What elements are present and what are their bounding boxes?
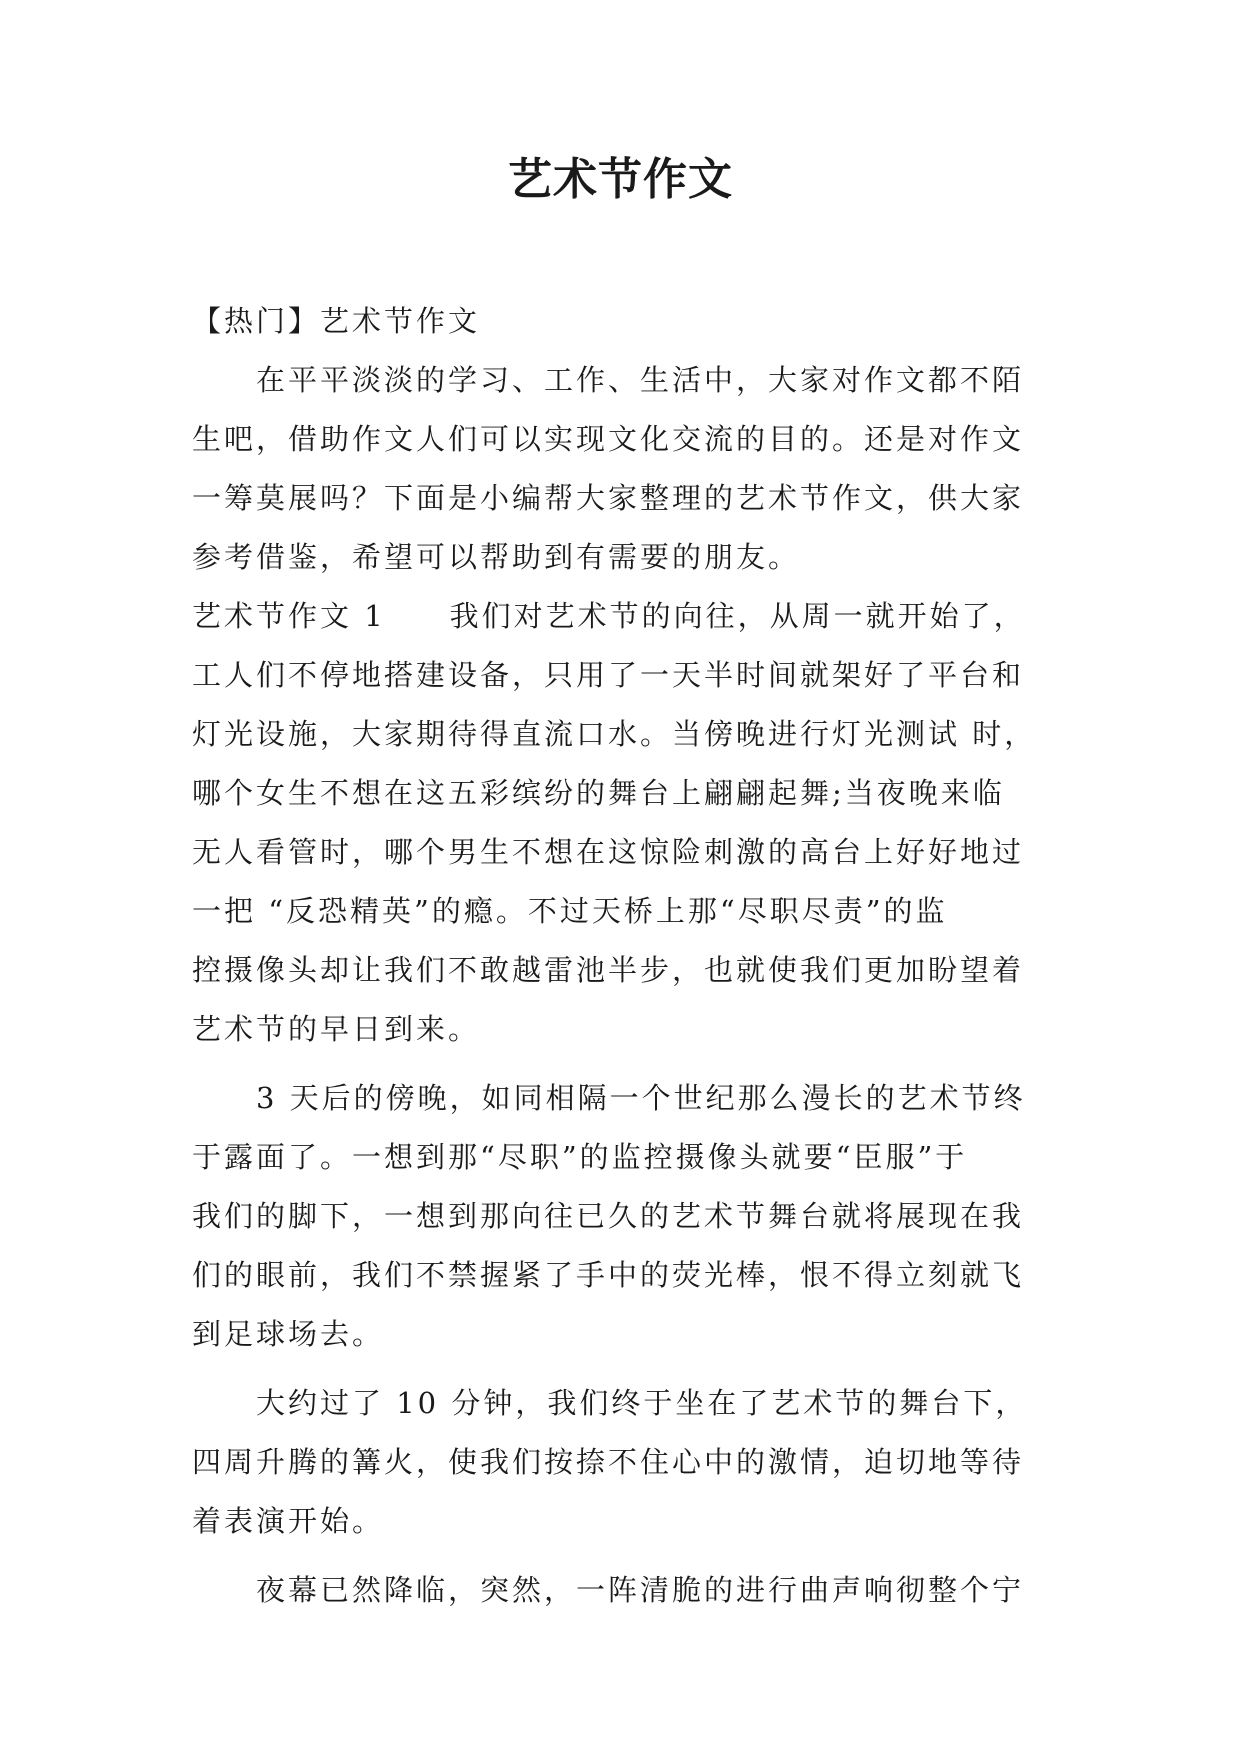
text-line: 四周升腾的篝火，使我们按捺不住心中的激情，迫切地等待 — [192, 1445, 1025, 1479]
text-line: 3 天后的傍晚，如同相隔一个世纪那么漫长的艺术节终 — [192, 1081, 1026, 1115]
text-line: 们的眼前，我们不禁握紧了手中的荧光棒，恨不得立刻就飞 — [192, 1258, 1025, 1292]
text-line: 哪个女生不想在这五彩缤纷的舞台上翩翩起舞;当夜晚来临 — [192, 776, 1005, 810]
document-title: 艺术节作文 — [508, 154, 733, 205]
paragraph-gap — [192, 1551, 1052, 1561]
text-line: 着表演开始。 — [192, 1504, 385, 1538]
document-body — [192, 292, 1052, 1620]
text-line: 生吧，借助作文人们可以实现文化交流的目的。还是对作文 — [192, 422, 1025, 456]
text-line: 大约过了 10 分钟，我们终于坐在了艺术节的舞台下， — [192, 1386, 1028, 1420]
text-line: 一筹莫展吗？下面是小编帮大家整理的艺术节作文，供大家 — [192, 481, 1025, 515]
text-line: 艺术节作文 1 我们对艺术节的向往，从周一就开始了， — [192, 599, 1026, 633]
text-line: 我们的脚下，一想到那向往已久的艺术节舞台就将展现在我 — [192, 1199, 1025, 1233]
text-line: 无人看管时，哪个男生不想在这惊险刺激的高台上好好地过 — [192, 835, 1025, 869]
text-line: 夜幕已然降临，突然，一阵清脆的进行曲声响彻整个宁 — [192, 1573, 1025, 1607]
text-line: 于露面了。一想到那“尽职”的监控摄像头就要“臣服”于 — [192, 1140, 968, 1174]
text-line: 灯光设施，大家期待得直流口水。当傍晚进行灯光测试 时， — [192, 717, 1037, 751]
paragraph-gap — [192, 1059, 1052, 1069]
text-line: 艺术节的早日到来。 — [192, 1012, 481, 1046]
text-line: 工人们不停地搭建设备，只用了一天半时间就架好了平台和 — [192, 658, 1025, 692]
text-line: 到足球场去。 — [192, 1317, 385, 1351]
paragraph-gap — [192, 1364, 1052, 1374]
text-line: 在平平淡淡的学习、工作、生活中，大家对作文都不陌 — [192, 363, 1025, 397]
text-line: 【热门】艺术节作文 — [192, 304, 481, 338]
text-line: 参考借鉴，希望可以帮助到有需要的朋友。 — [192, 540, 801, 574]
text-line: 控摄像头却让我们不敢越雷池半步，也就使我们更加盼望着 — [192, 953, 1025, 987]
text-line: 一把 “反恐精英”的瘾。不过天桥上那“尽职尽责”的监 — [192, 894, 948, 928]
